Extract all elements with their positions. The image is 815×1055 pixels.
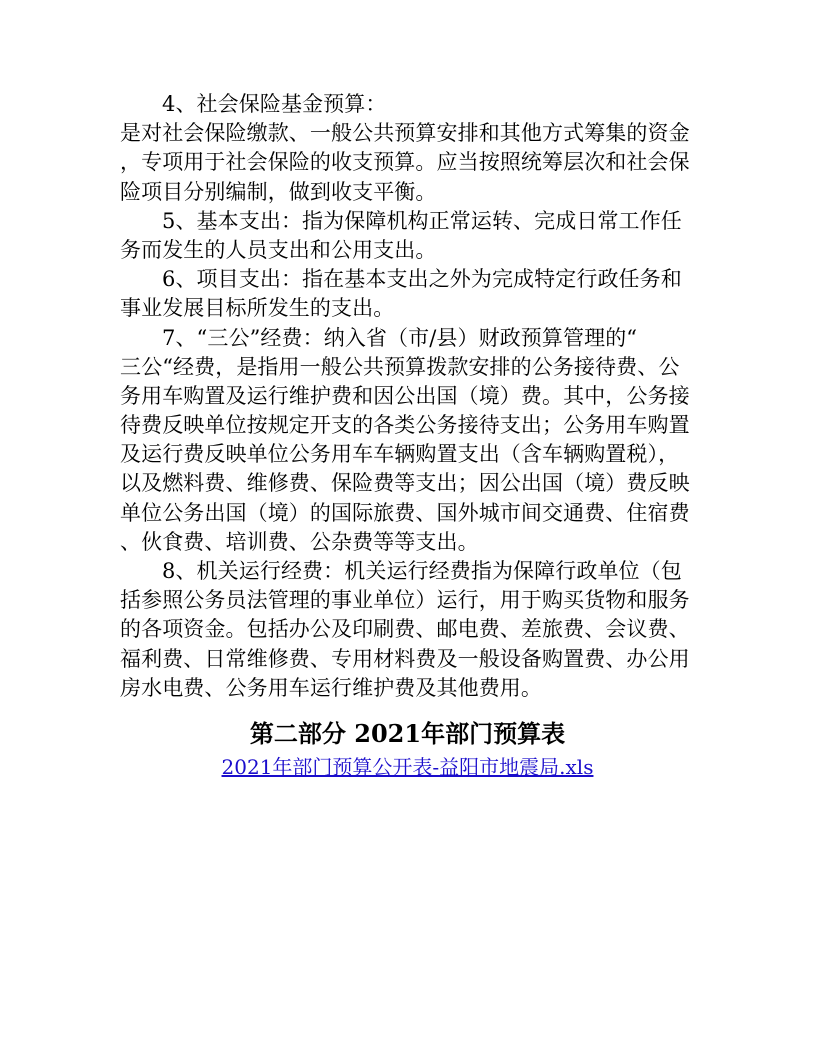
- paragraph-first-line: 8、机关运行经费：机关运行经费指为保障行政单位（包: [162, 559, 682, 583]
- paragraph-line: 括参照公务员法管理的事业单位）运行，用于购买货物和服务: [120, 588, 690, 613]
- paragraph-line: 务用车购置及运行维护费和因公出国（境）费。其中，公务接: [120, 383, 690, 408]
- paragraph-line: 三公“经费，是指用一般公共预算拨款安排的公务接待费、公: [120, 354, 680, 379]
- paragraph-first-line: 5、基本支出：指为保障机构正常运转、完成日常工作任: [162, 208, 682, 233]
- section-title: 第二部分 2021年部门预算表: [249, 719, 566, 748]
- paragraph-first-line: 6、项目支出：指在基本支出之外为完成特定行政任务和: [162, 267, 682, 292]
- paragraph-line: 险项目分别编制，做到收支平衡。: [120, 179, 437, 204]
- attachment-link-container: [0, 752, 815, 782]
- paragraph-line: 及运行费反映单位公务用车车辆购置支出（含车辆购置税），: [120, 442, 680, 467]
- paragraph-line: 福利费、日常维修费、专用材料费及一般设备购置费、办公用: [120, 646, 690, 671]
- paragraph-line: ，专项用于社会保险的收支预算。应当按照统筹层次和社会保: [120, 150, 690, 175]
- paragraph-line: 以及燃料费、维修费、保险费等支出；因公出国（境）费反映: [120, 471, 690, 496]
- paragraph-line: 单位公务出国（境）的国际旅费、国外城市间交通费、住宿费: [120, 500, 690, 525]
- paragraph-line: 、伙食费、培训费、公杂费等等支出。: [120, 529, 479, 554]
- budget-table-file-link[interactable]: 2021年部门预算公开表-益阳市地震局.xls: [221, 755, 594, 779]
- paragraph-line: 房水电费、公务用车运行维护费及其他费用。: [120, 675, 542, 700]
- paragraph-first-line: 4、社会保险基金预算：: [162, 92, 387, 116]
- document-body: [120, 90, 700, 703]
- paragraph-line: 的各项资金。包括办公及印刷费、邮电费、差旅费、会议费、: [120, 617, 690, 642]
- paragraph-line: 待费反映单位按规定开支的各类公务接待支出；公务用车购置: [120, 413, 690, 438]
- paragraph-line: 务而发生的人员支出和公用支出。: [120, 237, 437, 262]
- paragraph-first-line: 7、“三公”经费：纳入省（市/县）财政预算管理的“: [162, 325, 638, 350]
- paragraph-line: 事业发展目标所发生的支出。: [120, 296, 395, 321]
- paragraph-line: 是对社会保险缴款、一般公共预算安排和其他方式筹集的资金: [120, 121, 690, 146]
